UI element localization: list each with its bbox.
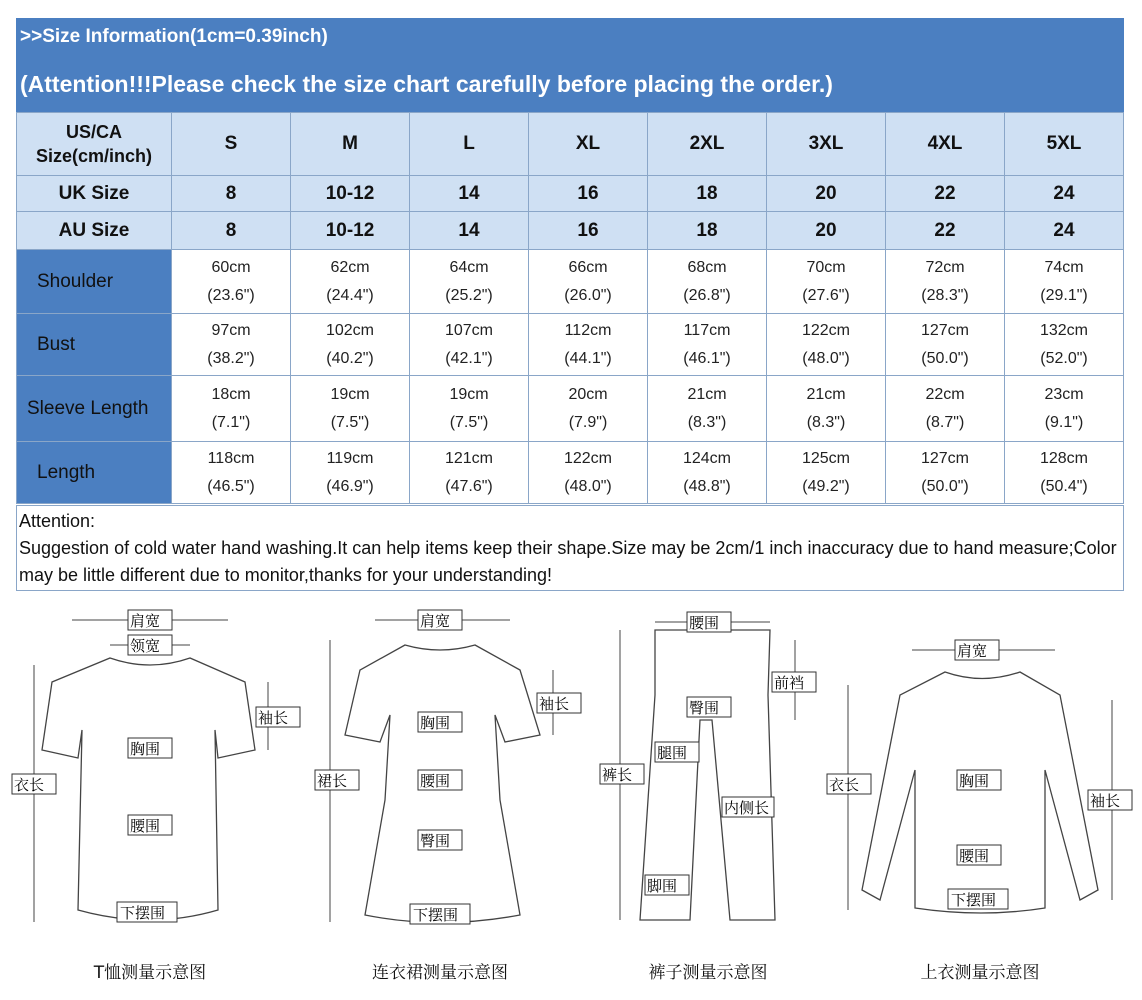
table-row: [17, 212, 1124, 250]
shirt-outline: [862, 672, 1098, 913]
tshirt-sleeve-label: 袖长: [258, 709, 289, 727]
note-title: Attention:: [19, 511, 96, 531]
cm-value: 117cm: [683, 321, 731, 339]
table-cell: [648, 376, 767, 442]
inch-value: (9.1"): [1044, 413, 1084, 431]
shirt-hem-label: 下摆围: [951, 891, 997, 909]
cm-value: 60cm: [211, 258, 251, 276]
pants-rise-label: 前裆: [774, 674, 805, 692]
table-cell: [291, 250, 410, 314]
cm-value: 18cm: [211, 385, 251, 403]
inch-value: (7.5"): [330, 413, 370, 431]
cm-value: 22cm: [925, 385, 965, 403]
table-cell: 22: [886, 176, 1005, 212]
table-cell: [291, 314, 410, 376]
shirt-chest-label: 胸围: [959, 772, 990, 790]
measurement-label: Length: [17, 442, 172, 504]
table-cell: 20: [767, 212, 886, 250]
inch-value: (46.5"): [207, 477, 255, 495]
table-cell: 10-12: [291, 176, 410, 212]
inch-value: (50.0"): [921, 477, 969, 495]
inch-value: (48.8"): [683, 477, 731, 495]
table-cell: [767, 376, 886, 442]
cm-value: 124cm: [682, 449, 732, 467]
table-cell: 10-12: [291, 212, 410, 250]
dress-hip-label: 臀围: [420, 832, 451, 850]
table-cell: 18: [648, 212, 767, 250]
table-row: [17, 176, 1124, 212]
cm-value: 122cm: [563, 449, 613, 467]
table-cell: 22: [886, 212, 1005, 250]
inch-value: (28.3"): [921, 286, 969, 304]
cm-value: 112cm: [564, 321, 612, 339]
table-cell: [410, 314, 529, 376]
inch-value: (25.2"): [445, 286, 493, 304]
dress-shoulder-label: 肩宽: [420, 612, 451, 630]
table-cell: [886, 250, 1005, 314]
tshirt-hem-label: 下摆围: [120, 904, 166, 922]
tshirt-shoulder-label: 肩宽: [130, 612, 161, 630]
table-cell: [172, 314, 291, 376]
table-cell: [648, 314, 767, 376]
inch-value: (7.1"): [211, 413, 251, 431]
table-cell: [291, 442, 410, 504]
dress-chest-label: 胸围: [420, 714, 451, 732]
inch-value: (40.2"): [326, 349, 374, 367]
pants-leg-label: 脚围: [647, 877, 678, 895]
inch-value: (8.7"): [925, 413, 965, 431]
cm-value: 132cm: [1039, 321, 1089, 339]
cm-value: 74cm: [1044, 258, 1084, 276]
au-size-label: AU Size: [17, 212, 172, 250]
shirt-sleeve-label: 袖长: [1090, 792, 1121, 810]
cm-value: 127cm: [920, 449, 970, 467]
dress-length-label: 裙长: [317, 772, 348, 790]
tshirt-waist-label: 腰围: [130, 817, 161, 835]
size-header: XL: [529, 113, 648, 176]
cm-value: 21cm: [806, 385, 846, 403]
inch-value: (26.8"): [683, 286, 731, 304]
inch-value: (38.2"): [207, 349, 255, 367]
tshirt-chest-label: 胸围: [130, 740, 161, 758]
cm-value: 62cm: [330, 258, 370, 276]
table-cell: [767, 442, 886, 504]
table-cell: [172, 250, 291, 314]
size-chart-table: [16, 112, 1124, 504]
table-cell: [1005, 376, 1124, 442]
cm-value: 122cm: [801, 321, 851, 339]
dress-sleeve-label: 袖长: [539, 695, 570, 713]
inch-value: (42.1"): [445, 349, 493, 367]
cm-value: 119cm: [326, 449, 374, 467]
dress-waist-label: 腰围: [420, 772, 451, 790]
table-cell: [886, 314, 1005, 376]
table-cell: [529, 442, 648, 504]
table-cell: [886, 376, 1005, 442]
pants-hip-label: 臀围: [689, 699, 720, 717]
table-cell: [529, 376, 648, 442]
table-cell: 14: [410, 212, 529, 250]
inch-value: (26.0"): [564, 286, 612, 304]
pants-caption: 裤子测量示意图: [648, 963, 768, 983]
table-cell: [291, 376, 410, 442]
cm-value: 107cm: [444, 321, 494, 339]
cm-value: 66cm: [568, 258, 608, 276]
inch-value: (7.9"): [568, 413, 608, 431]
pants-inseam-label: 内侧长: [724, 799, 770, 817]
cm-value: 128cm: [1039, 449, 1089, 467]
note-body: Suggestion of cold water hand washing.It can help items keep their shape.Size may be 2cm/1 inch inaccuracy due to hand measure;Color may be little different due to monitor,thanks for your understanding!: [19, 538, 1117, 585]
shirt-length-label: 衣长: [829, 776, 860, 794]
shirt-shoulder-label: 肩宽: [957, 642, 988, 660]
corner-line2: Size(cm/inch): [35, 146, 153, 166]
attention-note: [16, 505, 1124, 591]
table-cell: 16: [529, 212, 648, 250]
table-cell: 24: [1005, 212, 1124, 250]
cm-value: 72cm: [925, 258, 965, 276]
cm-value: 102cm: [325, 321, 375, 339]
cm-value: 19cm: [449, 385, 489, 403]
shirt-waist-label: 腰围: [959, 847, 990, 865]
attention-header: (Attention!!!Please check the size chart carefully before placing the order.): [16, 60, 1124, 112]
cm-value: 21cm: [687, 385, 727, 403]
table-cell: 24: [1005, 176, 1124, 212]
table-cell: 18: [648, 176, 767, 212]
table-cell: [1005, 314, 1124, 376]
table-cell: 16: [529, 176, 648, 212]
pants-thigh-label: 腿围: [657, 744, 688, 762]
inch-value: (7.5"): [449, 413, 489, 431]
inch-value: (48.0"): [564, 477, 612, 495]
cm-value: 68cm: [687, 258, 727, 276]
measurement-rows: [17, 250, 1124, 504]
inch-value: (29.1"): [1040, 286, 1088, 304]
table-row: [17, 314, 1124, 376]
table-cell: [1005, 442, 1124, 504]
corner-header: [17, 113, 172, 176]
table-cell: [410, 442, 529, 504]
table-cell: 20: [767, 176, 886, 212]
table-cell: [1005, 250, 1124, 314]
table-row: [17, 113, 1124, 176]
inch-value: (52.0"): [1040, 349, 1088, 367]
cm-value: 97cm: [211, 321, 251, 339]
inch-value: (50.0"): [921, 349, 969, 367]
inch-value: (44.1"): [564, 349, 612, 367]
table-cell: 8: [172, 212, 291, 250]
table-cell: [410, 376, 529, 442]
pants-length-label: 裤长: [602, 766, 633, 784]
inch-value: (8.3"): [687, 413, 727, 431]
tshirt-caption: T恤测量示意图: [93, 963, 207, 983]
table-row: [17, 250, 1124, 314]
cm-value: 125cm: [801, 449, 851, 467]
table-cell: [886, 442, 1005, 504]
table-cell: 14: [410, 176, 529, 212]
inch-value: (24.4"): [326, 286, 374, 304]
table-cell: [410, 250, 529, 314]
measurement-diagrams: [0, 600, 1142, 1000]
corner-line1: US/CA: [65, 122, 122, 142]
measurement-label: Shoulder: [17, 250, 172, 314]
size-header: L: [410, 113, 529, 176]
table-cell: [172, 442, 291, 504]
dress-hem-label: 下摆围: [413, 906, 459, 924]
uk-size-label: UK Size: [17, 176, 172, 212]
tshirt-length-label: 衣长: [14, 776, 45, 794]
cm-value: 20cm: [568, 385, 608, 403]
size-header: 5XL: [1005, 113, 1124, 176]
table-cell: [648, 250, 767, 314]
size-header: 3XL: [767, 113, 886, 176]
inch-value: (48.0"): [802, 349, 850, 367]
inch-value: (8.3"): [806, 413, 846, 431]
table-cell: [172, 376, 291, 442]
pants-waist-label: 腰围: [689, 614, 720, 632]
dress-caption: 连衣裙测量示意图: [372, 963, 508, 983]
inch-value: (50.4"): [1040, 477, 1088, 495]
size-header: 4XL: [886, 113, 1005, 176]
table-cell: [767, 314, 886, 376]
cm-value: 64cm: [449, 258, 489, 276]
cm-value: 127cm: [920, 321, 970, 339]
inch-value: (23.6"): [207, 286, 255, 304]
cm-value: 23cm: [1044, 385, 1084, 403]
inch-value: (46.9"): [326, 477, 374, 495]
table-cell: [529, 314, 648, 376]
tshirt-neck-label: 领宽: [130, 637, 161, 655]
table-cell: [529, 250, 648, 314]
size-header: M: [291, 113, 410, 176]
table-row: [17, 376, 1124, 442]
size-header: 2XL: [648, 113, 767, 176]
tshirt-outline: [42, 658, 255, 920]
inch-value: (46.1"): [683, 349, 731, 367]
table-row: [17, 442, 1124, 504]
cm-value: 121cm: [444, 449, 494, 467]
table-cell: [648, 442, 767, 504]
size-info-header: >>Size Information(1cm=0.39inch): [16, 18, 1124, 60]
inch-value: (47.6"): [445, 477, 493, 495]
inch-value: (27.6"): [802, 286, 850, 304]
cm-value: 118cm: [207, 449, 255, 467]
cm-value: 70cm: [806, 258, 846, 276]
shirt-caption: 上衣测量示意图: [920, 963, 1040, 983]
measurement-label: Bust: [17, 314, 172, 376]
inch-value: (49.2"): [802, 477, 850, 495]
size-header: S: [172, 113, 291, 176]
table-cell: [767, 250, 886, 314]
measurement-label: Sleeve Length: [17, 376, 172, 442]
cm-value: 19cm: [330, 385, 370, 403]
table-cell: 8: [172, 176, 291, 212]
